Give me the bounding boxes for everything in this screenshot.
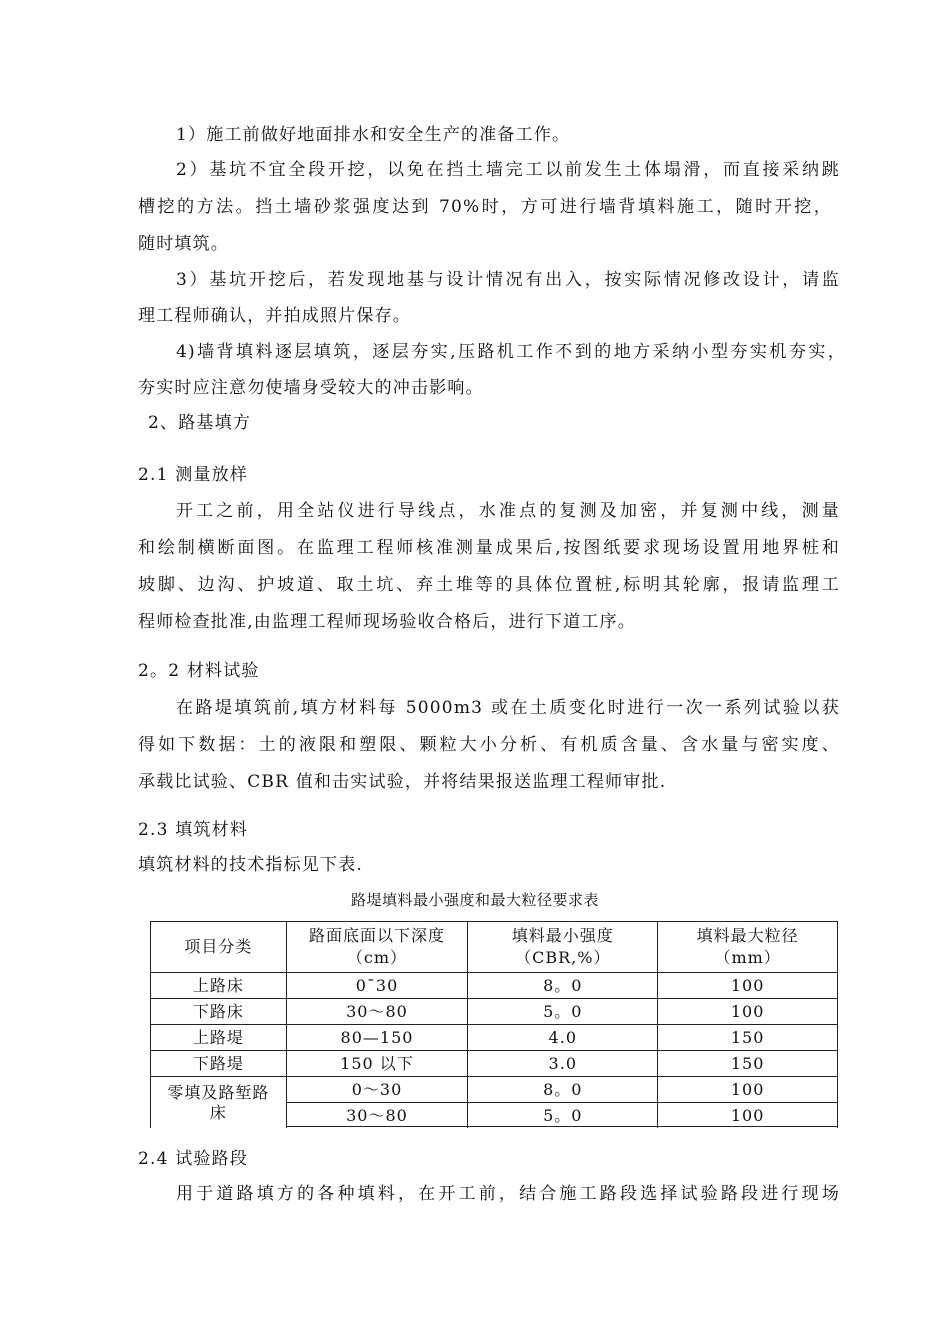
cell-size: 100	[658, 999, 838, 1025]
paragraph-line: 槽挖的方法。挡土墙砂浆强度达到 70%时，方可进行墙背填料施工，随时开挖，	[138, 197, 832, 217]
subsection-heading: 2.4 试验路段	[138, 1149, 249, 1169]
cell-cbr: 4.0	[468, 1025, 658, 1051]
cell-depth: 150 以下	[286, 1051, 468, 1077]
paragraph-line: 得如下数据：土的液限和塑限、颗粒大小分析、有机质含量、含水量与密实度、	[138, 735, 840, 755]
header-max-size: 填料最大粒径 （mm）	[658, 922, 838, 973]
paragraph-line: 2）基坑不宜全段开挖，以免在挡土墙完工以前发生土体塌滑，而直接采纳跳	[176, 160, 840, 180]
table-row	[151, 973, 838, 999]
cell-depth: 80—150	[286, 1025, 468, 1051]
header-depth: 路面底面以下深度 （cm）	[286, 922, 468, 973]
paragraph-line: 在路堤填筑前,填方材料每 5000m3 或在土质变化时进行一次一系列试验以获	[176, 698, 840, 718]
cell-category: 下路堤	[151, 1051, 287, 1077]
header-category: 项目分类	[151, 922, 287, 973]
table-bottom-rule	[287, 1126, 838, 1127]
paragraph-line: 和绘制横断面图。在监理工程师核准测量成果后,按图纸要求现场设置用地界桩和	[138, 538, 840, 558]
paragraph-line: 填筑材料的技术指标见下表.	[138, 855, 364, 875]
header-min-strength: 填料最小强度 （CBR,%）	[468, 922, 658, 973]
table-caption: 路堤填料最小强度和最大粒径要求表	[350, 891, 599, 909]
cell-category: 上路堤	[151, 1025, 287, 1051]
paragraph-line: 1）施工前做好地面排水和安全生产的准备工作。	[176, 125, 571, 145]
cell-depth: 30～80	[286, 999, 468, 1025]
cell-size: 100	[658, 1103, 838, 1129]
cell-size: 100	[658, 1077, 838, 1103]
fill-material-table	[150, 921, 838, 1128]
subsection-heading: 2.1 测量放样	[138, 465, 249, 485]
paragraph-line: 夯实时应注意勿使墙身受较大的冲击影响。	[138, 378, 484, 398]
paragraph-line: 承载比试验、CBR 值和击实试验，并将结果报送监理工程师审批.	[138, 772, 667, 792]
cell-depth: 0～30	[286, 1077, 468, 1103]
cell-depth: 0¯30	[286, 973, 468, 999]
cell-size: 150	[658, 1051, 838, 1077]
paragraph-line: 3）基坑开挖后，若发现地基与设计情况有出入，按实际情况修改设计，请监	[176, 270, 840, 290]
cell-depth: 30～80	[286, 1103, 468, 1129]
table-row	[151, 1051, 838, 1077]
paragraph-line: 用于道路填方的各种填料，在开工前，结合施工路段选择试验路段进行现场	[176, 1184, 840, 1204]
paragraph-line: 开工之前，用全站仪进行导线点，水准点的复测及加密，并复测中线，测量	[176, 501, 840, 521]
cell-cbr: 5。0	[468, 1103, 658, 1129]
subsection-heading: 2。2 材料试验	[138, 661, 260, 681]
cell-cbr: 3.0	[468, 1051, 658, 1077]
section-heading: 2、路基填方	[148, 413, 252, 433]
cell-cbr: 5。0	[468, 999, 658, 1025]
cell-size: 150	[658, 1025, 838, 1051]
table-header-row	[151, 922, 838, 973]
cell-cbr: 8。0	[468, 1077, 658, 1103]
cell-category: 上路床	[151, 973, 287, 999]
cell-category: 下路床	[151, 999, 287, 1025]
cell-size: 100	[658, 973, 838, 999]
cell-cbr: 8。0	[468, 973, 658, 999]
subsection-heading: 2.3 填筑材料	[138, 820, 249, 840]
table-row	[151, 1077, 838, 1103]
table-row	[151, 999, 838, 1025]
paragraph-line: 4)墙背填料逐层填筑，逐层夯实,压路机工作不到的地方采纳小型夯实机夯实，	[176, 342, 846, 362]
paragraph-line: 随时填筑。	[138, 234, 229, 254]
paragraph-line: 理工程师确认，并拍成照片保存。	[138, 306, 411, 326]
paragraph-line: 坡脚、边沟、护坡道、取土坑、弃土堆等的具体位置桩,标明其轮廓，报请监理工	[138, 575, 840, 595]
cell-category: 零填及路堑路 床	[151, 1077, 287, 1129]
table-row	[151, 1025, 838, 1051]
paragraph-line: 程师检查批准,由监理工程师现场验收合格后，进行下道工序。	[138, 612, 637, 632]
